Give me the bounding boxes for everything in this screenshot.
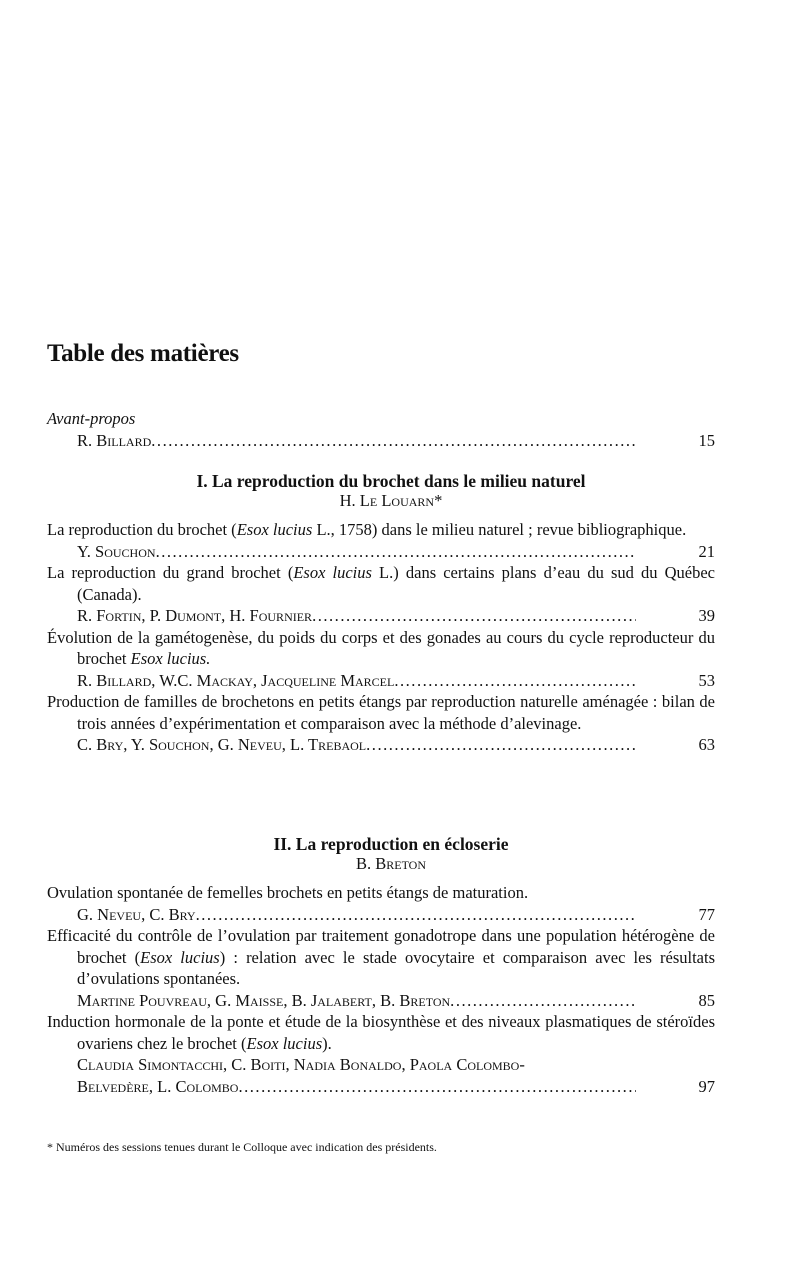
author-names: R. Billard, W.C. Mackay, Jacqueline Marcel (77, 670, 395, 690)
species-name: Esox lucius (140, 947, 220, 967)
title-text: L.) dans certains plans d’eau du sud du Québec (Canada). (77, 563, 715, 604)
title-text: Ovulation spontanée de femelles brochets en petits étangs de maturation. (47, 883, 529, 902)
page-number: 63 (698, 735, 715, 754)
entry-title (47, 691, 715, 734)
section-heading: II. La reproduction en écloserie (273, 834, 509, 854)
species-name: Esox lucius (293, 563, 372, 582)
dot-leader (394, 670, 636, 692)
section-2 (47, 834, 715, 1097)
toc-author-line (47, 605, 715, 627)
foreword-heading: Avant-propos (47, 409, 136, 428)
author-names: G. Neveu, C. Bry (77, 904, 196, 924)
title-text: ). (322, 1033, 332, 1053)
title-text: Évolution de la gamétogenèse, du poids du corps et des gonades au cours du cycle reproducteur du brochet (47, 627, 715, 668)
toc-author-line (47, 734, 715, 756)
species-name: Esox lucius. (130, 649, 211, 668)
toc-author-line (47, 430, 715, 452)
dot-leader (196, 904, 636, 926)
page-number: 77 (698, 904, 715, 924)
species-name: Esox lucius (246, 1033, 323, 1053)
entry-title (47, 562, 715, 605)
section-chair: B. Breton (355, 854, 427, 873)
dot-leader (450, 990, 636, 1012)
page-number: 39 (698, 606, 715, 625)
entry-title (47, 925, 715, 990)
dot-leader (151, 430, 636, 452)
author-names: Martine Pouvreau, G. Maisse, B. Jalabert, B. Breton (77, 990, 451, 1010)
toc-author-line (47, 990, 715, 1012)
page-number: 53 (698, 670, 715, 690)
author-names: Belvedère, L. Colombo (77, 1076, 239, 1096)
page-number: 15 (698, 430, 715, 450)
title-text: Induction hormonale de la ponte et étude de la biosynthèse et des niveaux plasmatiques de stéroïdes ovariens chez le brochet ( (47, 1012, 715, 1053)
toc-author-line (47, 1054, 715, 1076)
toc-author-line (47, 904, 715, 926)
toc-author-line (47, 1076, 715, 1098)
author-names: Y. Souchon (77, 541, 156, 561)
footnote: * Numéros des sessions tenues durant le Colloque avec indication des présidents. (47, 1140, 437, 1154)
author-names: R. Billard (77, 430, 152, 450)
title-text: Efficacité du contrôle de l’ovulation par traitement gonadotrope dans une population hétérogène de brochet ( (47, 926, 715, 967)
title-text: ) : relation avec le stade ovocytaire et comparaison avec les résultats d’ovulations spontanées. (77, 947, 715, 988)
title-text: Production de familles de brochetons en petits étangs par reproduction naturelle aménagée : bilan de trois années d’expérimentation et comparaison avec la méthode d’alevinage. (47, 692, 715, 733)
species-name: Esox lucius (236, 520, 313, 539)
entry-title (47, 519, 715, 541)
page-number: 85 (698, 990, 715, 1010)
section-1 (47, 471, 715, 756)
section-heading: I. La reproduction du brochet dans le milieu naturel (196, 471, 586, 491)
dot-leader (238, 1076, 636, 1098)
author-names: C. Bry, Y. Souchon, G. Neveu, L. Trebaol (77, 735, 367, 754)
title-text: La reproduction du grand brochet ( (47, 563, 294, 582)
foreword (47, 408, 715, 451)
title-text: La reproduction du brochet ( (47, 520, 237, 539)
dot-leader (366, 734, 636, 756)
toc-author-line (47, 541, 715, 563)
dot-leader (312, 605, 636, 627)
section-chair: H. Le Louarn* (339, 491, 443, 510)
author-names: R. Fortin, P. Dumont, H. Fournier (77, 606, 313, 625)
title-text: L., 1758) dans le milieu naturel ; revue bibliographique. (312, 520, 687, 539)
entry-title (47, 1011, 715, 1054)
dot-leader (156, 541, 636, 563)
toc-author-line (47, 670, 715, 692)
entry-title (47, 627, 715, 670)
entry-title (47, 882, 715, 904)
page-number: 97 (698, 1076, 715, 1096)
page-number: 21 (698, 541, 715, 561)
author-names: Claudia Simontacchi, C. Boiti, Nadia Bonaldo, Paola Colombo- (77, 1055, 525, 1074)
page-title: Table des matières (47, 340, 239, 367)
